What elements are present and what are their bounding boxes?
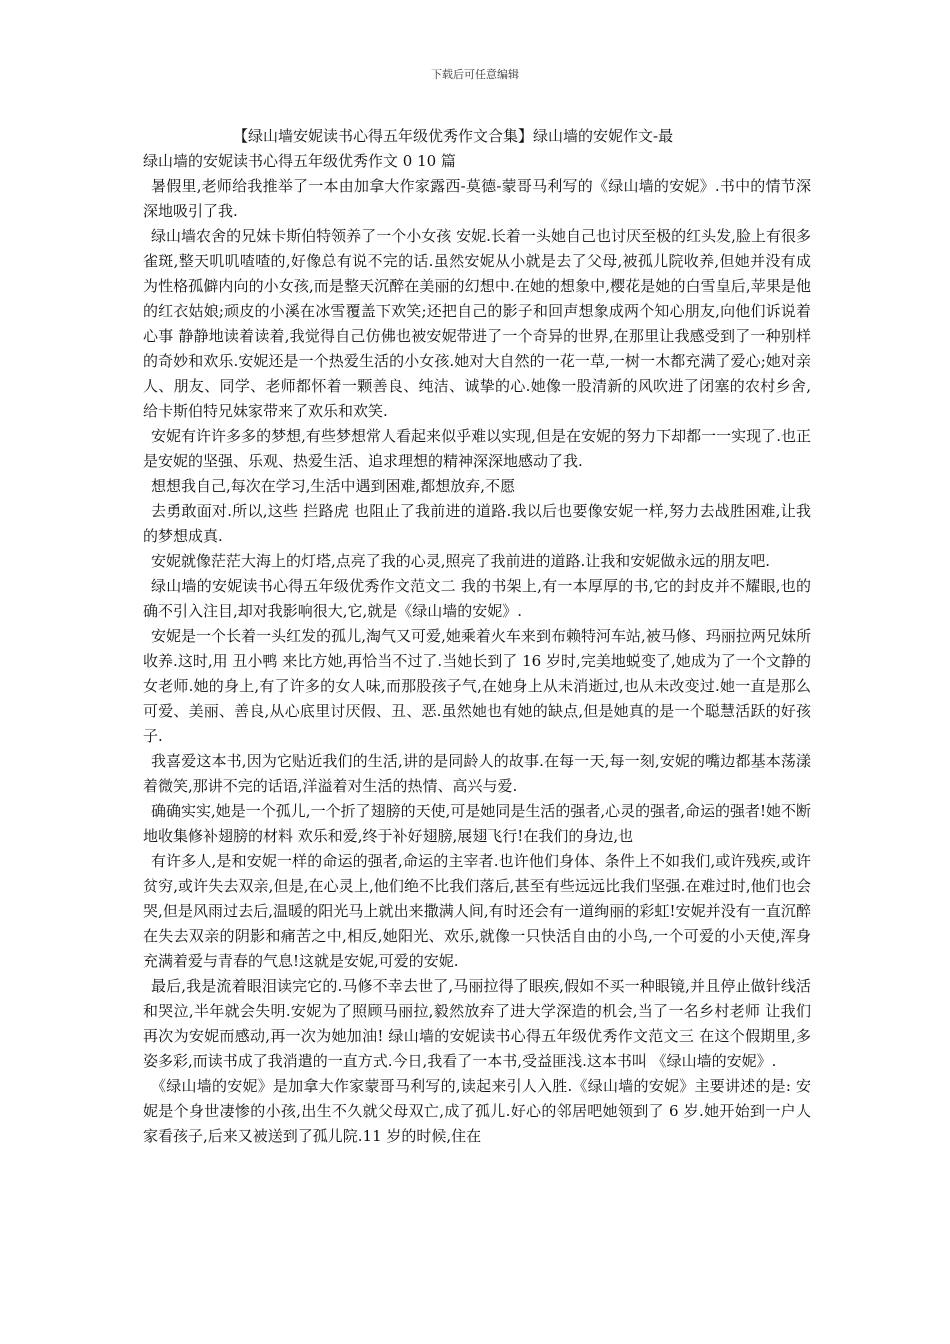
paragraph: 暑假里,老师给我推举了一本由加拿大作家露西-莫德-蒙哥马利写的《绿山墙的安妮》.书中的情节深深地吸引了我. (143, 177, 811, 220)
paragraph: 想想我自己,每次在学习,生活中遇到困难,都想放弃,不愿 (151, 477, 516, 495)
document-subtitle: 绿山墙的安妮读书心得五年级优秀作文 0 10 篇 (143, 152, 456, 170)
paragraph: 安妮就像茫茫大海上的灯塔,点亮了我的心灵,照亮了我前进的道路.让我和安妮做永远的朋友吧. (151, 552, 771, 570)
paragraph: 确确实实,她是一个孤儿,一个折了翅膀的天使,可是她同是生活的强者,心灵的强者,命运的强者!她不断地收集修补翅膀的材料 欢乐和爱,终于补好翅膀,展翅飞行!在我们的身边,也 (143, 802, 811, 845)
paragraph: 有许多人,是和安妮一样的命运的强者,命运的主宰者.也许他们身体、条件上不如我们,或许残疾,或许贫穷,或许失去双亲,但是,在心灵上,他们绝不比我们落后,甚至有些远远比我们坚强.在难过时,他们也会哭,但是风雨过去后,温暖的阳光马上就出来撒满人间,有时还会有一道绚丽的彩虹!安妮并没有一直沉醉在失去双亲的阴影和痛苦之中,相反,她阳光、欢乐,就像一只快活自由的小鸟,一个可爱的小天使,浑身充满着爱与青春的气息!这就是安妮,可爱的安妮. (143, 852, 811, 970)
document-title: 【绿山墙安妮读书心得五年级优秀作文合集】绿山墙的安妮作文-最 (233, 127, 674, 145)
paragraph: 绿山墙的安妮读书心得五年级优秀作文范文二 我的书架上,有一本厚厚的书,它的封皮并不耀眼,也的确不引入注目,却对我影响很大,它,就是《绿山墙的安妮》. (143, 577, 811, 620)
paragraph: 《绿山墙的安妮》是加拿大作家蒙哥马利写的,读起来引人入胜.《绿山墙的安妮》主要讲述的是: 安妮是个身世凄惨的小孩,出生不久就父母双亡,成了孤儿.好心的邻居吧她领到了 6 岁.她开始到一户人家看孩子,后来又被送到了孤儿院.11 岁的时候,住在 (143, 1077, 811, 1145)
header-note: 下载后可任意编辑 (431, 68, 519, 81)
paragraph: 最后,我是流着眼泪读完它的.马修不幸去世了,马丽拉得了眼疾,假如不买一种眼镜,并且停止做针线活和哭泣,半年就会失明.安妮为了照顾马丽拉,毅然放弃了进大学深造的机会,当了一名乡村老师 让我们再次为安妮而感动,再一次为她加油! 绿山墙的安妮读书心得五年级优秀作文范文三 在这个假期里,多姿多彩,而读书成了我消遣的一直方式.今日,我看了一本书,受益匪浅.这本书叫 《绿山墙的安妮》. (143, 977, 811, 1070)
paragraph: 我喜爱这本书,因为它贴近我们的生活,讲的是同龄人的故事.在每一天,每一刻,安妮的嘴边都基本荡漾着微笑,那讲不完的话语,洋溢着对生活的热情、高兴与爱. (143, 752, 811, 795)
paragraph: 绿山墙农舍的兄妹卡斯伯特领养了一个小女孩 安妮.长着一头她自己也讨厌至极的红头发,脸上有很多雀斑,整天叽叽喳喳的,好像总有说不完的话.虽然安妮从小就是去了父母,被孤儿院收养,但她并没有成为性格孤僻内向的小女孩,而是整天沉醉在美丽的幻想中.在她的想象中,樱花是她的白雪皇后,苹果是他的红衣姑娘;顽皮的小溪在冰雪覆盖下欢笑;还把自己的影子和回声想象成两个知心朋友,向他们诉说着心事 静静地读着读着,我觉得自己仿佛也被安妮带进了一个奇异的世界,在那里让我感受到了一种别样的奇妙和欢乐.安妮还是一个热爱生活的小女孩.她对大自然的一花一草,一树一木都充满了爱心;她对亲人、朋友、同学、老师都怀着一颗善良、纯洁、诚挚的心.她像一股清新的风吹进了闭塞的农村乡舍,给卡斯伯特兄妹家带来了欢乐和欢笑. (143, 227, 811, 420)
document-body (143, 124, 811, 1149)
paragraph: 去勇敢面对.所以,这些 拦路虎 也阻止了我前进的道路.我以后也要像安妮一样,努力去战胜困难,让我的梦想成真. (143, 502, 811, 545)
paragraph: 安妮有许许多多的梦想,有些梦想常人看起来似乎难以实现,但是在安妮的努力下却都一一实现了.也正是安妮的坚强、乐观、热爱生活、追求理想的精神深深地感动了我. (143, 427, 811, 470)
paragraph: 安妮是一个长着一头红发的孤儿,淘气又可爱,她乘着火车来到布赖特河车站,被马修、玛丽拉两兄妹所收养.这时,用 丑小鸭 来比方她,再恰当不过了.当她长到了 16 岁时,完美地蜕变了,她成为了一个文静的女老师.她的身上,有了许多的女人味,而那股孩子气,在她身上从未消逝过,也从未改变过.她一直是那么可爱、美丽、善良,从心底里讨厌假、丑、恶.虽然她也有她的缺点,但是她真的是一个聪慧活跃的好孩子. (143, 627, 811, 745)
